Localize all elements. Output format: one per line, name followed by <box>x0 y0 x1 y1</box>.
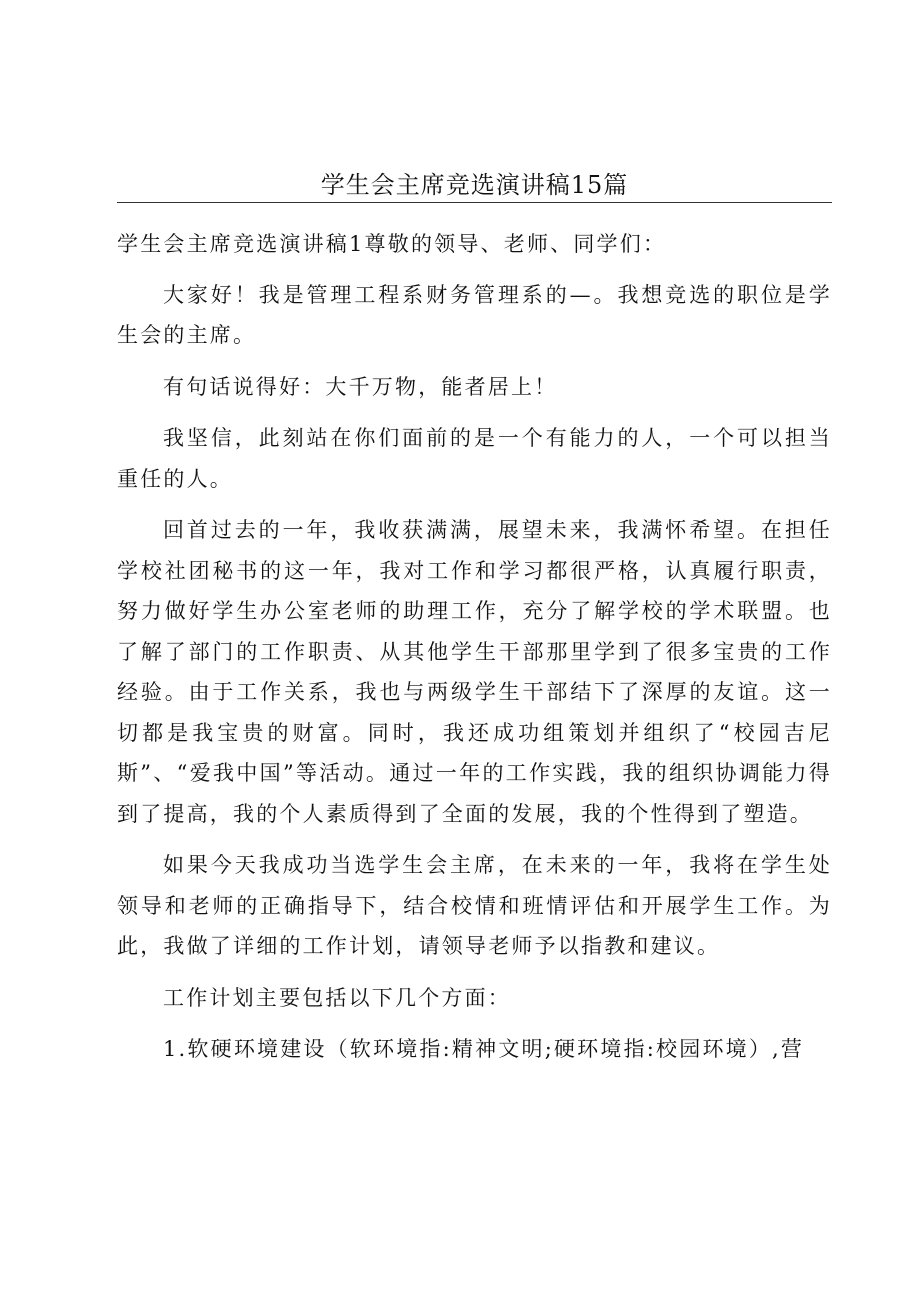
paragraph-belief: 我坚信，此刻站在你们面前的是一个有能力的人，一个可以担当重任的人。 <box>117 426 832 491</box>
paragraph-saying: 有句话说得好：大千万物，能者居上！ <box>163 374 558 399</box>
document-title: 学生会主席竞选演讲稿15篇 <box>320 171 629 199</box>
paragraph-plan: 如果今天我成功当选学生会主席，在未来的一年，我将在学生处领导和老师的正确指导下，结合校情和班情评估和开展学生工作。为此，我做了详细的工作计划，请领导老师予以指教和建议。 <box>117 853 832 958</box>
paragraph-plan-intro: 工作计划主要包括以下几个方面： <box>163 985 511 1010</box>
paragraph-greeting: 学生会主席竞选演讲稿1尊敬的领导、老师、同学们： <box>117 232 667 256</box>
title-divider <box>117 202 832 203</box>
paragraph-introduction: 大家好！我是管理工程系财务管理系的—。我想竞选的职位是学生会的主席。 <box>117 282 832 347</box>
paragraph-plan-item-1: 1.软硬环境建设（软环境指:精神文明;硬环境指:校园环境）,营 <box>163 1037 805 1061</box>
paragraph-review: 回首过去的一年，我收获满满，展望未来，我满怀希望。在担任学校社团秘书的这一年，我对工作和学习都很严格，认真履行职责，努力做好学生办公室老师的助理工作，充分了解学校的学术联盟。也了解了部门的工作职责、从其他学生干部那里学到了很多宝贵的工作经验。由于工作关系，我也与两级学生干部结下了深厚的友谊。这一切都是我宝贵的财富。同时，我还成功组策划并组织了“校园吉尼斯”、“爱我中国”等活动。通过一年的工作实践，我的组织协调能力得到了提高，我的个人素质得到了全面的发展，我的个性得到了塑造。 <box>117 518 832 826</box>
document-body <box>117 224 832 1081</box>
